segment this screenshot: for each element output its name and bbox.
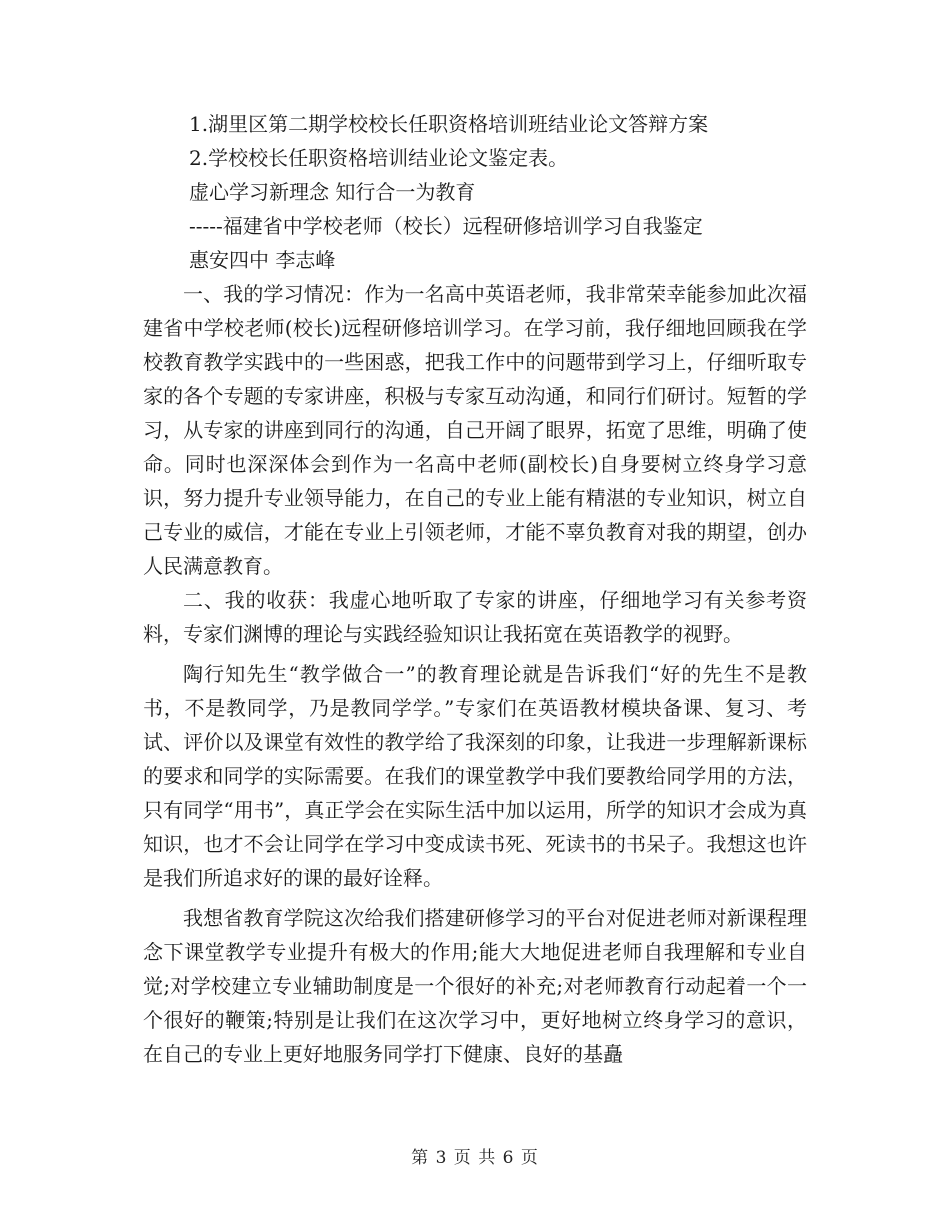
document-body bbox=[143, 107, 807, 1071]
article-subtitle: -----福建省中学校老师（校长）远程研修培训学习自我鉴定 bbox=[189, 214, 703, 238]
page-number-footer: 第 3 页 共 6 页 bbox=[411, 1148, 539, 1168]
list-item-2: 2.学校校长任职资格培训结业论文鉴定表。 bbox=[189, 146, 569, 170]
paragraph-1: 一、我的学习情况：作为一名高中英语老师，我非常荣幸能参加此次福建省中学校老师(校长)远程研修培训学习。在学习前，我仔细地回顾我在学校教育教学实践中的一些困惑，把我工作中的问题带到学习上，仔细听取专家的各个专题的专家讲座，积极与专家互动沟通，和同行们研讨。短暂的学习，从专家的讲座到同行的沟通，自己开阔了眼界，拓宽了思维，明确了使命。同时也深深体会到作为一名高中老师(副校长)自身要树立终身学习意识，努力提升专业领导能力，在自己的专业上能有精湛的专业知识，树立自己专业的威信，才能在专业上引领老师，才能不辜负教育对我的期望，创办人民满意教育。 bbox=[143, 282, 807, 578]
article-title: 虚心学习新理念 知行合一为教育 bbox=[189, 180, 476, 204]
paragraph-2: 二、我的收获：我虚心地听取了专家的讲座，仔细地学习有关参考资料，专家们渊博的理论与实践经验知识让我拓宽在英语教学的视野。 bbox=[143, 588, 807, 646]
list-item-1: 1.湖里区第二期学校校长任职资格培训班结业论文答辩方案 bbox=[189, 112, 709, 136]
article-author: 惠安四中 李志峰 bbox=[189, 248, 336, 272]
paragraph-4: 我想省教育学院这次给我们搭建研修学习的平台对促进老师对新课程理念下课堂教学专业提升有极大的作用;能大大地促进老师自我理解和专业自觉;对学校建立专业辅助制度是一个很好的补充;对老师教育行动起着一个一个很好的鞭策;特别是让我们在这次学习中，更好地树立终身学习的意识，在自己的专业上更好地服务同学打下健康、良好的基矗 bbox=[143, 906, 807, 1066]
paragraph-3: 陶行知先生“教学做合一”的教育理论就是告诉我们“好的先生不是教书，不是教同学，乃是教同学学。”专家们在英语教材模块备课、复习、考试、评价以及课堂有效性的教学给了我深刻的印象，让我进一步理解新课标的要求和同学的实际需要。在我们的课堂教学中我们要教给同学用的方法，只有同学“用书”，真正学会在实际生活中加以运用，所学的知识才会成为真知识，也才不会让同学在学习中变成读书死、死读书的书呆子。我想这也许是我们所追求好的课的最好诠释。 bbox=[143, 662, 807, 890]
